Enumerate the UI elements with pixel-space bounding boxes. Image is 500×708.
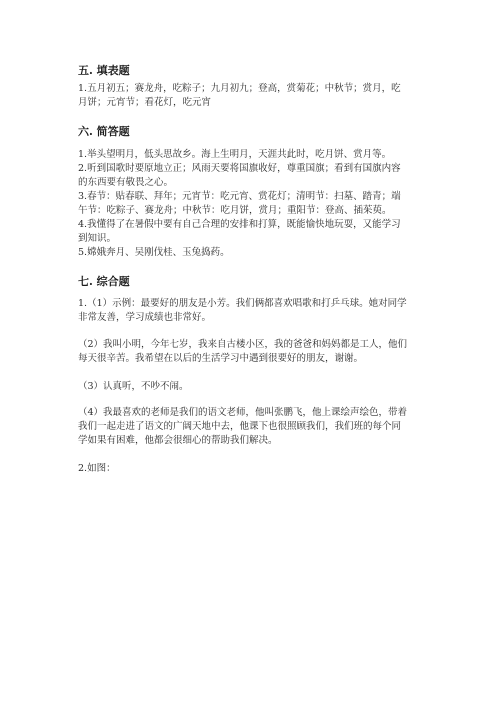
- section-7-para-4-line: 学如果有困难，他都会很细心的帮助我们解决。: [78, 435, 278, 446]
- section-7-para-1-line: 1.（1）示例：最要好的朋友是小芳。我们俩都喜欢唱歌和打乒乓球。她对同学: [78, 298, 407, 309]
- section-5-line: 月饼；元宵节；看花灯，吃元宵: [78, 97, 212, 108]
- section-5-heading: 五. 填表题: [78, 64, 130, 77]
- section-5-line: 1.五月初五；赛龙舟，吃粽子；九月初九；登高，赏菊花；中秋节；赏月，吃: [78, 83, 401, 94]
- section-6-line: 的东西要有敬畏之心。: [78, 177, 174, 188]
- section-7-para-3-line: （3）认真听，不吵不闹。: [78, 381, 189, 392]
- section-7-heading: 七. 综合题: [78, 275, 130, 288]
- section-6-line: 2.听到国歌时要原地立正；风雨天要将国旗收好，尊重国旗；看到有国旗内容: [78, 163, 401, 174]
- section-6-heading: 六. 简答题: [78, 125, 130, 138]
- section-6-line: 4.我懂得了在暑假中要有自己合理的安排和打算，既能愉快地玩耍，又能学习: [78, 219, 401, 230]
- section-7-para-2-line: 每天很辛苦。我希望在以后的生活学习中遇到很要好的朋友，谢谢。: [78, 353, 364, 364]
- section-7-para-5-line: 2.如图：: [78, 463, 116, 474]
- section-7-para-1-line: 非常友善，学习成绩也非常好。: [78, 312, 212, 323]
- section-6-line: 1.举头望明月，低头思故乡。海上生明月，天涯共此时，吃月饼、赏月等。: [78, 149, 392, 160]
- section-6-line: 5.嫦娥奔月、吴刚伐桂、玉兔捣药。: [78, 247, 230, 258]
- section-6-line: 午节：吃粽子、赛龙舟；中秋节：吃月饼，赏月；重阳节：登高、插茱萸。: [78, 205, 392, 216]
- section-6-line: 到知识。: [78, 233, 117, 244]
- section-7-para-4-line: （4）我最喜欢的老师是我们的语文老师，他叫张鹏飞，他上课绘声绘色，带着: [78, 407, 408, 418]
- section-6-line: 3.春节：贴春联、拜年；元宵节：吃元宵、赏花灯；清明节：扫墓、踏青；端: [78, 191, 401, 202]
- section-7-para-2-line: （2）我叫小明，今年七岁，我来自古楼小区，我的爸爸和妈妈都是工人，他们: [78, 339, 408, 350]
- section-7-para-4-line: 我们一起走进了语文的广阔天地中去，他课下也很照顾我们，我们班的每个同: [78, 421, 402, 432]
